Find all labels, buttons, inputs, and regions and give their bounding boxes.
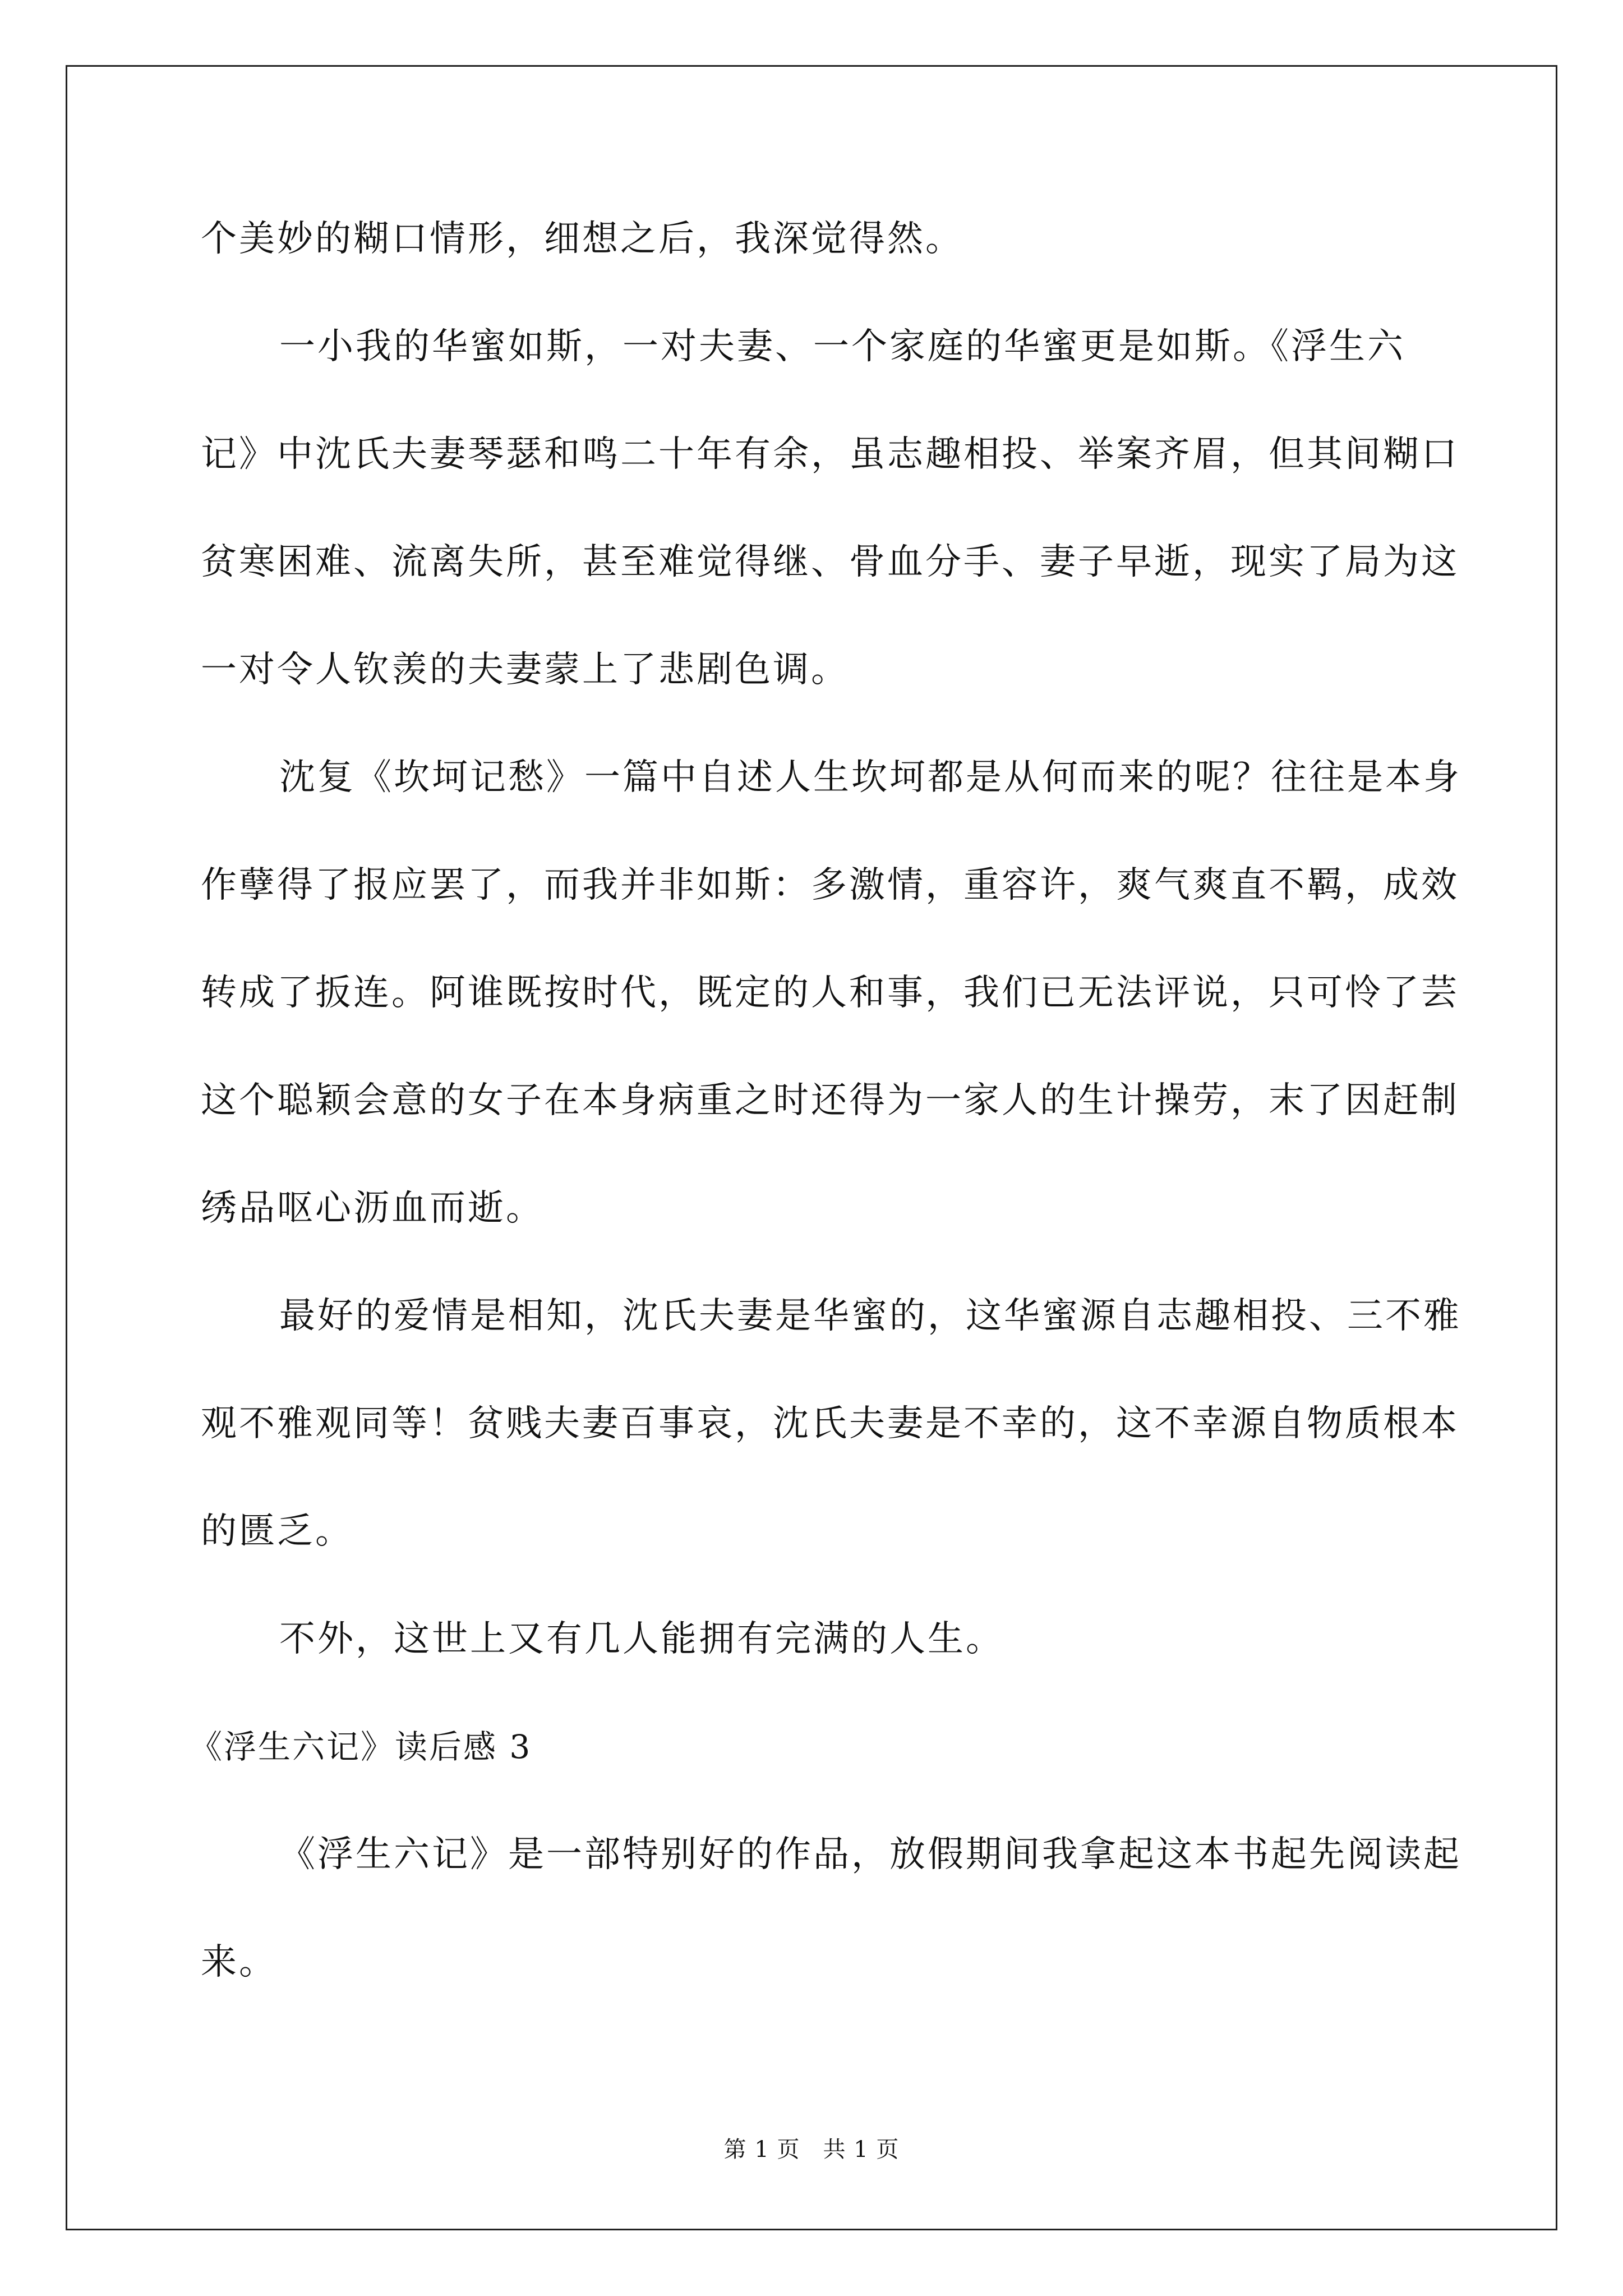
section-heading: 《浮生六记》读后感 3	[190, 1728, 532, 1766]
document-body	[190, 185, 1463, 2016]
paragraph: 《浮生六记》是一部特别好的作品，放假期间我拿起这本书起先阅读起来。	[201, 1834, 1461, 1983]
page-footer: 第 1 页 共 1 页	[723, 2137, 900, 2162]
paragraph: 不外，这世上又有几人能拥有完满的人生。	[279, 1618, 1004, 1660]
paragraph: 沈复《坎坷记愁》一篇中自述人生坎坷都是从何而来的呢？往往是本身作孽得了报应罢了，而我并非如斯：多激情，重容许，爽气爽直不羁，成效转成了扳连。阿谁既按时代，既定的人和事，我们已无法评说，只可怜了芸这个聪颖会意的女子在本身病重之时还得为一家人的生计操劳，末了因赶制绣品呕心沥血而逝。	[201, 757, 1461, 1229]
paragraph: 最好的爱情是相知，沈氏夫妻是华蜜的，这华蜜源自志趣相投、三不雅观不雅观同等！贫贱夫妻百事哀，沈氏夫妻是不幸的，这不幸源自物质根本的匮乏。	[201, 1295, 1461, 1552]
paragraph: 个美妙的糊口情形，细想之后，我深觉得然。	[201, 218, 963, 260]
paragraph: 一小我的华蜜如斯，一对夫妻、一个家庭的华蜜更是如斯。《浮生六记》中沈氏夫妻琴瑟和鸣二十年有余，虽志趣相投、举案齐眉，但其间糊口贫寒困难、流离失所，甚至难觉得继、骨血分手、妻子早逝，现实了局为这一对令人钦羡的夫妻蒙上了悲剧色调。	[201, 326, 1459, 691]
